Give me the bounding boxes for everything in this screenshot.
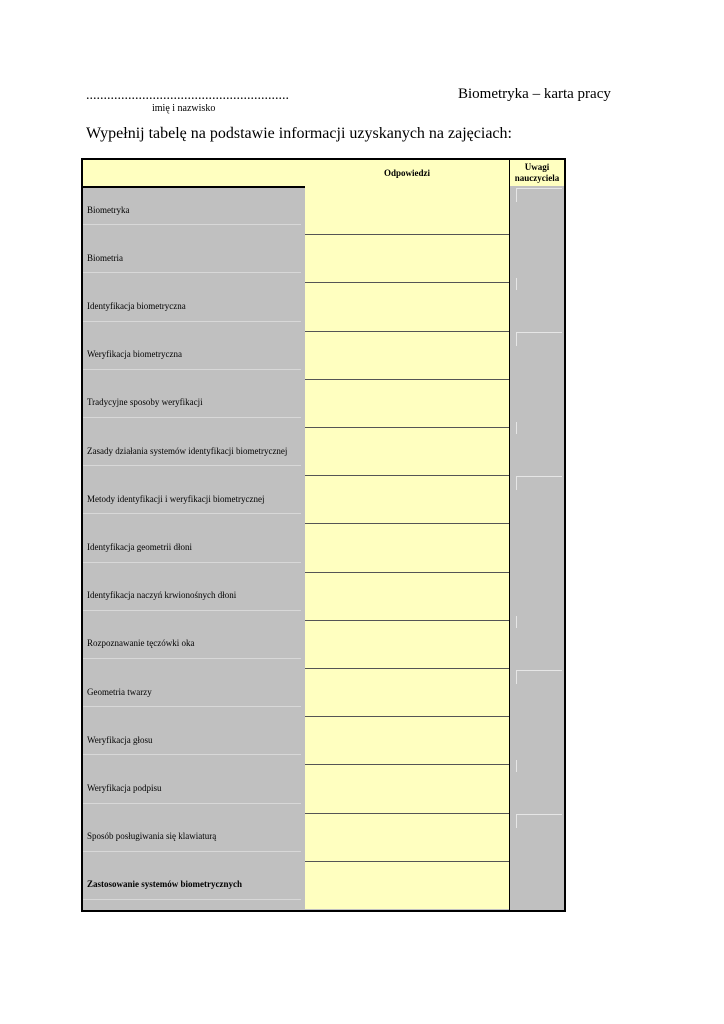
- answer-cell[interactable]: [305, 234, 509, 282]
- answer-cell[interactable]: [305, 764, 509, 812]
- answer-cell[interactable]: [305, 475, 509, 523]
- row-label: Biometria: [87, 252, 123, 263]
- notes-mark: [516, 670, 562, 684]
- answer-cell[interactable]: [305, 813, 509, 861]
- notes-mark: [516, 760, 562, 772]
- answer-cell[interactable]: [305, 716, 509, 764]
- table-row: [83, 331, 564, 379]
- answer-cell[interactable]: [305, 572, 509, 620]
- table-row: [83, 668, 564, 716]
- instruction-text: Wypełnij tabelę na podstawie informacji uzyskanych na zajęciach:: [86, 125, 512, 142]
- label-divider: [83, 513, 301, 514]
- row-label: Weryfikacja głosu: [87, 734, 153, 745]
- row-label: Zastosowanie systemów biometrycznych: [87, 879, 242, 890]
- notes-mark: [516, 332, 562, 346]
- label-divider: [83, 369, 301, 370]
- table-row: [83, 427, 564, 475]
- notes-mark: [516, 278, 562, 290]
- notes-mark: [516, 476, 562, 490]
- table-body: [83, 186, 564, 910]
- table-row: [83, 523, 564, 571]
- label-divider: [83, 417, 301, 418]
- answer-cell[interactable]: [305, 523, 509, 571]
- table-row: [83, 234, 564, 282]
- row-label: Weryfikacja biometryczna: [87, 349, 182, 360]
- teacher-notes-column[interactable]: [509, 186, 564, 910]
- name-line: ..........................................................: [86, 88, 289, 103]
- answer-cell[interactable]: [305, 331, 509, 379]
- label-divider: [83, 851, 301, 852]
- row-label: Zasady działania systemów identyfikacji biometrycznej: [87, 445, 288, 456]
- row-label: Tradycyjne sposoby weryfikacji: [87, 397, 203, 408]
- table-row: [83, 379, 564, 427]
- row-label: Metody identyfikacji i weryfikacji biometrycznej: [87, 493, 265, 504]
- label-divider: [83, 562, 301, 563]
- label-divider: [83, 224, 301, 225]
- notes-column-header: Uwagi nauczyciela: [509, 160, 564, 186]
- notes-mark: [516, 616, 562, 628]
- label-divider: [83, 610, 301, 611]
- table-row: [83, 620, 564, 668]
- table-row: [83, 764, 564, 812]
- table-row: [83, 716, 564, 764]
- table-row: [83, 282, 564, 330]
- row-label: Biometryka: [87, 204, 130, 215]
- answer-cell[interactable]: [305, 620, 509, 668]
- row-label: Weryfikacja podpisu: [87, 782, 162, 793]
- answer-cell[interactable]: [305, 379, 509, 427]
- worksheet-table: [81, 158, 566, 912]
- row-label: Sposób posługiwania się klawiaturą: [87, 831, 217, 842]
- answer-cell[interactable]: [305, 282, 509, 330]
- answer-cell[interactable]: [305, 427, 509, 475]
- table-header-row: [83, 160, 564, 188]
- answers-column-header: Odpowiedzi: [383, 168, 430, 178]
- table-row: [83, 861, 564, 909]
- notes-mark: [516, 422, 562, 434]
- row-label: Rozpoznawanie tęczówki oka: [87, 638, 195, 649]
- label-divider: [83, 803, 301, 804]
- notes-mark: [516, 188, 562, 202]
- name-caption: imię i nazwisko: [152, 103, 216, 114]
- table-row: [83, 475, 564, 523]
- row-label: Geometria twarzy: [87, 686, 152, 697]
- row-label: Identyfikacja naczyń krwionośnych dłoni: [87, 590, 237, 601]
- table-row: [83, 186, 564, 234]
- label-divider: [83, 321, 301, 322]
- label-divider: [83, 272, 301, 273]
- row-label: Identyfikacja geometrii dłoni: [87, 541, 192, 552]
- label-divider: [83, 465, 301, 466]
- notes-mark: [516, 814, 562, 828]
- answer-cell[interactable]: [305, 861, 509, 909]
- document-title: Biometryka – karta pracy: [458, 86, 611, 102]
- row-label: Identyfikacja biometryczna: [87, 300, 186, 311]
- label-divider: [83, 899, 301, 900]
- label-divider: [83, 706, 301, 707]
- table-row: [83, 572, 564, 620]
- answer-cell[interactable]: [305, 668, 509, 716]
- table-row: [83, 813, 564, 861]
- answer-cell[interactable]: [305, 186, 509, 234]
- label-divider: [83, 658, 301, 659]
- label-divider: [83, 754, 301, 755]
